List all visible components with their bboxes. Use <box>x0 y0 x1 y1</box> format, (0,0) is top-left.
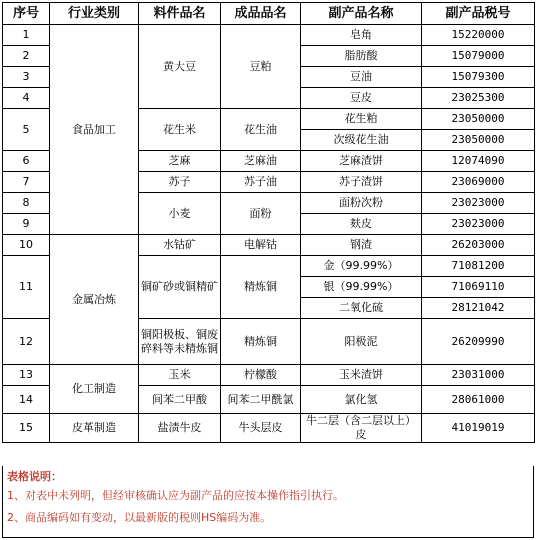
product-cell: 面粉 <box>221 193 301 235</box>
seq-cell: 2 <box>3 46 50 67</box>
byproduct-table <box>2 2 535 443</box>
header-product: 成品品名 <box>221 3 301 25</box>
table-row <box>3 25 535 46</box>
hs-code-cell: 23069000 <box>422 172 535 193</box>
seq-cell: 7 <box>3 172 50 193</box>
seq-cell: 10 <box>3 235 50 256</box>
seq-cell: 11 <box>3 256 50 319</box>
table-notes <box>2 466 534 538</box>
seq-cell: 14 <box>3 386 50 414</box>
material-cell: 间苯二甲酸 <box>139 386 221 414</box>
material-cell: 小麦 <box>139 193 221 235</box>
byproduct-cell: 银（99.99%） <box>301 277 422 298</box>
header-row <box>3 3 535 25</box>
table-row <box>3 235 535 256</box>
product-cell: 精炼铜 <box>221 256 301 319</box>
product-cell: 电解钴 <box>221 235 301 256</box>
hs-code-cell: 23023000 <box>422 214 535 235</box>
hs-code-cell: 26209990 <box>422 319 535 365</box>
table-row <box>3 365 535 386</box>
hs-code-cell: 26203000 <box>422 235 535 256</box>
material-cell: 芝麻 <box>139 151 221 172</box>
notes-title: 表格说明： <box>7 470 62 483</box>
product-cell: 间苯二甲酰氯 <box>221 386 301 414</box>
header-byproduct: 副产品名称 <box>301 3 422 25</box>
header-industry: 行业类别 <box>50 3 139 25</box>
industry-cell: 化工制造 <box>50 365 139 414</box>
byproduct-cell: 阳极泥 <box>301 319 422 365</box>
product-cell: 豆粕 <box>221 25 301 109</box>
product-cell: 芝麻油 <box>221 151 301 172</box>
hs-code-cell: 15079300 <box>422 67 535 88</box>
seq-cell: 5 <box>3 109 50 151</box>
hs-code-cell: 23050000 <box>422 109 535 130</box>
byproduct-cell: 牛二层（含二层以上）皮 <box>301 414 422 443</box>
product-cell: 精炼铜 <box>221 319 301 365</box>
hs-code-cell: 71081200 <box>422 256 535 277</box>
material-cell: 黄大豆 <box>139 25 221 109</box>
byproduct-cell: 氯化氢 <box>301 386 422 414</box>
hs-code-cell: 28121042 <box>422 298 535 319</box>
material-cell: 盐渍牛皮 <box>139 414 221 443</box>
seq-cell: 13 <box>3 365 50 386</box>
byproduct-cell: 钢渣 <box>301 235 422 256</box>
seq-cell: 8 <box>3 193 50 214</box>
seq-cell: 15 <box>3 414 50 443</box>
seq-cell: 3 <box>3 67 50 88</box>
byproduct-cell: 麸皮 <box>301 214 422 235</box>
product-cell: 苏子油 <box>221 172 301 193</box>
seq-cell: 9 <box>3 214 50 235</box>
seq-cell: 4 <box>3 88 50 109</box>
industry-cell: 食品加工 <box>50 25 139 235</box>
byproduct-cell: 玉米渣饼 <box>301 365 422 386</box>
hs-code-cell: 28061000 <box>422 386 535 414</box>
product-cell: 花生油 <box>221 109 301 151</box>
header-seq: 序号 <box>3 3 50 25</box>
hs-code-cell: 71069110 <box>422 277 535 298</box>
material-cell: 铜阳极板、铜废碎料等未精炼铜 <box>139 319 221 365</box>
header-hs-code: 副产品税号 <box>422 3 535 25</box>
industry-cell: 金属冶炼 <box>50 235 139 365</box>
material-cell: 铜矿砂或铜精矿 <box>139 256 221 319</box>
hs-code-cell: 23031000 <box>422 365 535 386</box>
hs-code-cell: 15220000 <box>422 25 535 46</box>
material-cell: 水钴矿 <box>139 235 221 256</box>
byproduct-cell: 豆油 <box>301 67 422 88</box>
hs-code-cell: 23023000 <box>422 193 535 214</box>
notes-line-1: 1、对表中未列明，但经审核确认应为副产品的应按本操作指引执行。 <box>7 489 344 502</box>
product-cell: 柠檬酸 <box>221 365 301 386</box>
byproduct-cell: 皂角 <box>301 25 422 46</box>
byproduct-cell: 二氧化硫 <box>301 298 422 319</box>
byproduct-cell: 苏子渣饼 <box>301 172 422 193</box>
industry-cell: 皮革制造 <box>50 414 139 443</box>
table-row <box>3 414 535 443</box>
byproduct-cell: 金（99.99%） <box>301 256 422 277</box>
byproduct-cell: 面粉次粉 <box>301 193 422 214</box>
notes-line-2: 2、商品编码如有变动，以最新版的税则HS编码为准。 <box>7 511 272 524</box>
byproduct-cell: 花生粕 <box>301 109 422 130</box>
hs-code-cell: 23025300 <box>422 88 535 109</box>
header-material: 料件品名 <box>139 3 221 25</box>
byproduct-cell: 豆皮 <box>301 88 422 109</box>
hs-code-cell: 15079000 <box>422 46 535 67</box>
byproduct-cell: 脂肪酸 <box>301 46 422 67</box>
seq-cell: 6 <box>3 151 50 172</box>
hs-code-cell: 41019019 <box>422 414 535 443</box>
hs-code-cell: 12074090 <box>422 151 535 172</box>
material-cell: 花生米 <box>139 109 221 151</box>
seq-cell: 12 <box>3 319 50 365</box>
hs-code-cell: 23050000 <box>422 130 535 151</box>
product-cell: 牛头层皮 <box>221 414 301 443</box>
seq-cell: 1 <box>3 25 50 46</box>
byproduct-cell: 次级花生油 <box>301 130 422 151</box>
material-cell: 玉米 <box>139 365 221 386</box>
byproduct-cell: 芝麻渣饼 <box>301 151 422 172</box>
material-cell: 苏子 <box>139 172 221 193</box>
